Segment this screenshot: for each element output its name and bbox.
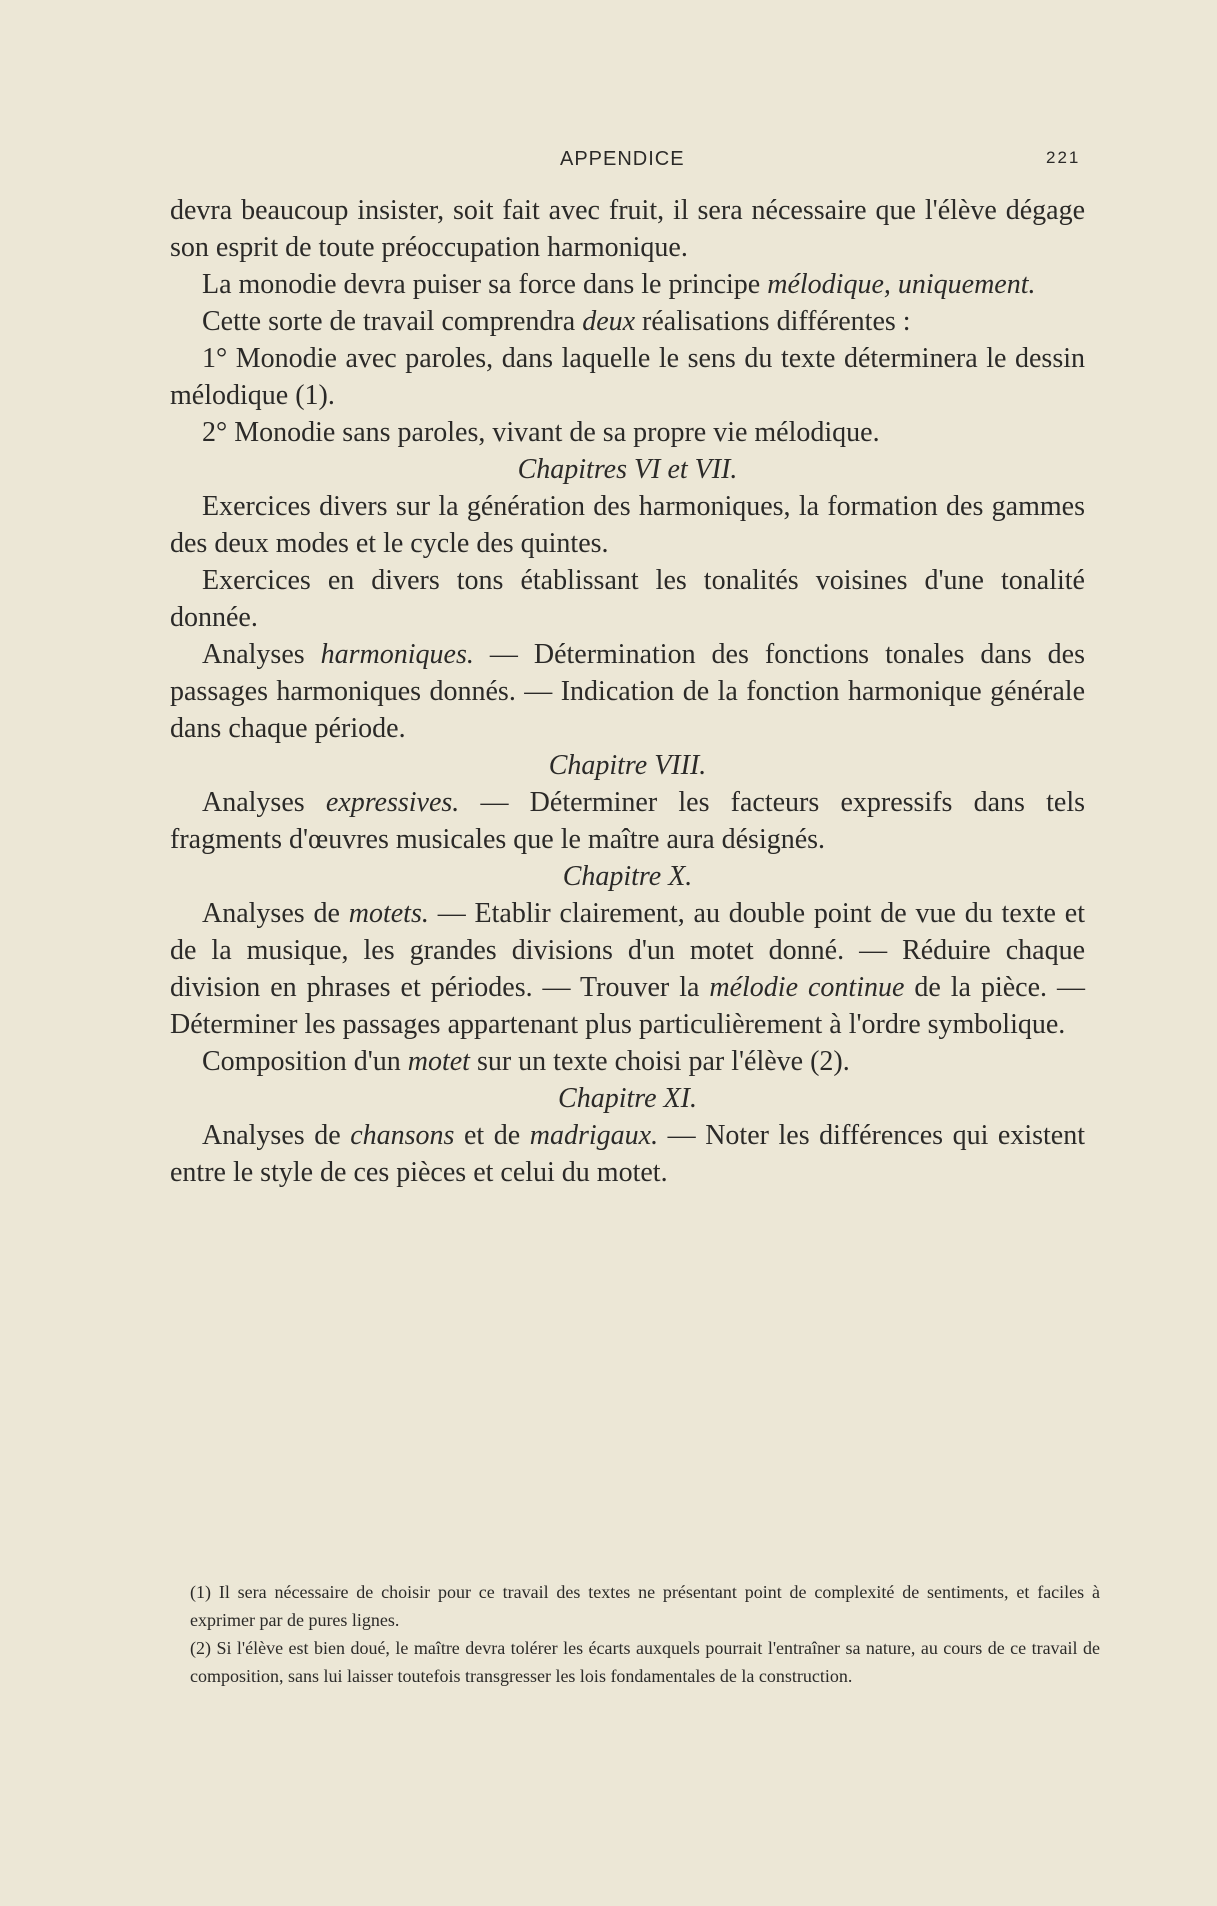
section-heading-chapitres-vi-vii: Chapitres VI et VII.	[517, 454, 738, 485]
running-head	[0, 148, 1217, 174]
paragraph-analyses-chansons: Analyses de chansons et de madrigaux. — Noter les différences qui existent entre le style de ces pièces et celui du motet.	[170, 1120, 1086, 1188]
paragraph-analyses-harmoniques: Analyses harmoniques. — Détermination des fonctions tonales dans des passages harmoniques donnés. — Indication de la fonction harmonique générale dans chaque période.	[170, 639, 1085, 744]
body-text	[170, 192, 1085, 1191]
paragraph-continuation: devra beaucoup insister, soit fait avec fruit, il sera nécessaire que l'élève dégage son esprit de toute préoccupation harmonique.	[170, 195, 1085, 263]
paragraph-monodie-principle: La monodie devra puiser sa force dans le principe mélodique, uniquement.	[202, 269, 1036, 300]
footnote-2: (2) Si l'élève est bien doué, le maître devra tolérer les écarts auxquels pourrait l'entraîner sa nature, au cours de ce travail de composition, sans lui laisser toutefois transgresser les lois fondamentales de la construction.	[190, 1638, 1100, 1686]
paragraph-composition-motet: Composition d'un motet sur un texte choisi par l'élève (2).	[202, 1046, 850, 1077]
footnotes	[190, 1578, 1100, 1690]
section-heading-chapitre-x: Chapitre X.	[562, 861, 693, 892]
paragraph-two-realisations: Cette sorte de travail comprendra deux réalisations différentes :	[202, 306, 911, 337]
paragraph-analyses-expressives: Analyses expressives. — Déterminer les facteurs expressifs dans tels fragments d'œuvres musicales que le maître aura désignés.	[170, 787, 1085, 855]
paragraph-exercices-harmoniques: Exercices divers sur la génération des harmoniques, la formation des gammes des deux modes et le cycle des quintes.	[170, 491, 1085, 559]
list-item-monodie-avec-paroles: 1° Monodie avec paroles, dans laquelle le sens du texte déterminera le dessin mélodique (1).	[170, 343, 1085, 411]
paragraph-exercices-tonalites: Exercices en divers tons établissant les tonalités voisines d'une tonalité donnée.	[170, 565, 1085, 633]
footnote-1: (1) Il sera nécessaire de choisir pour ce travail des textes ne présentant point de complexité de sentiments, et faciles à exprimer par de pures lignes.	[190, 1582, 1100, 1630]
section-heading-chapitre-viii: Chapitre VIII.	[548, 750, 707, 781]
running-title: APPENDICE	[560, 148, 685, 170]
list-item-monodie-sans-paroles: 2° Monodie sans paroles, vivant de sa propre vie mélodique.	[202, 417, 880, 448]
section-heading-chapitre-xi: Chapitre XI.	[558, 1083, 697, 1114]
paragraph-analyses-motets: Analyses de motets. — Etablir clairement, au double point de vue du texte et de la musique, les grandes divisions d'un motet donné. — Réduire chaque division en phrases et périodes. — Trouver la mélodie continue de la pièce. — Déterminer les passages appartenant plus particulièrement à l'ordre symbolique.	[170, 898, 1086, 1040]
page-number: 221	[1046, 148, 1081, 167]
